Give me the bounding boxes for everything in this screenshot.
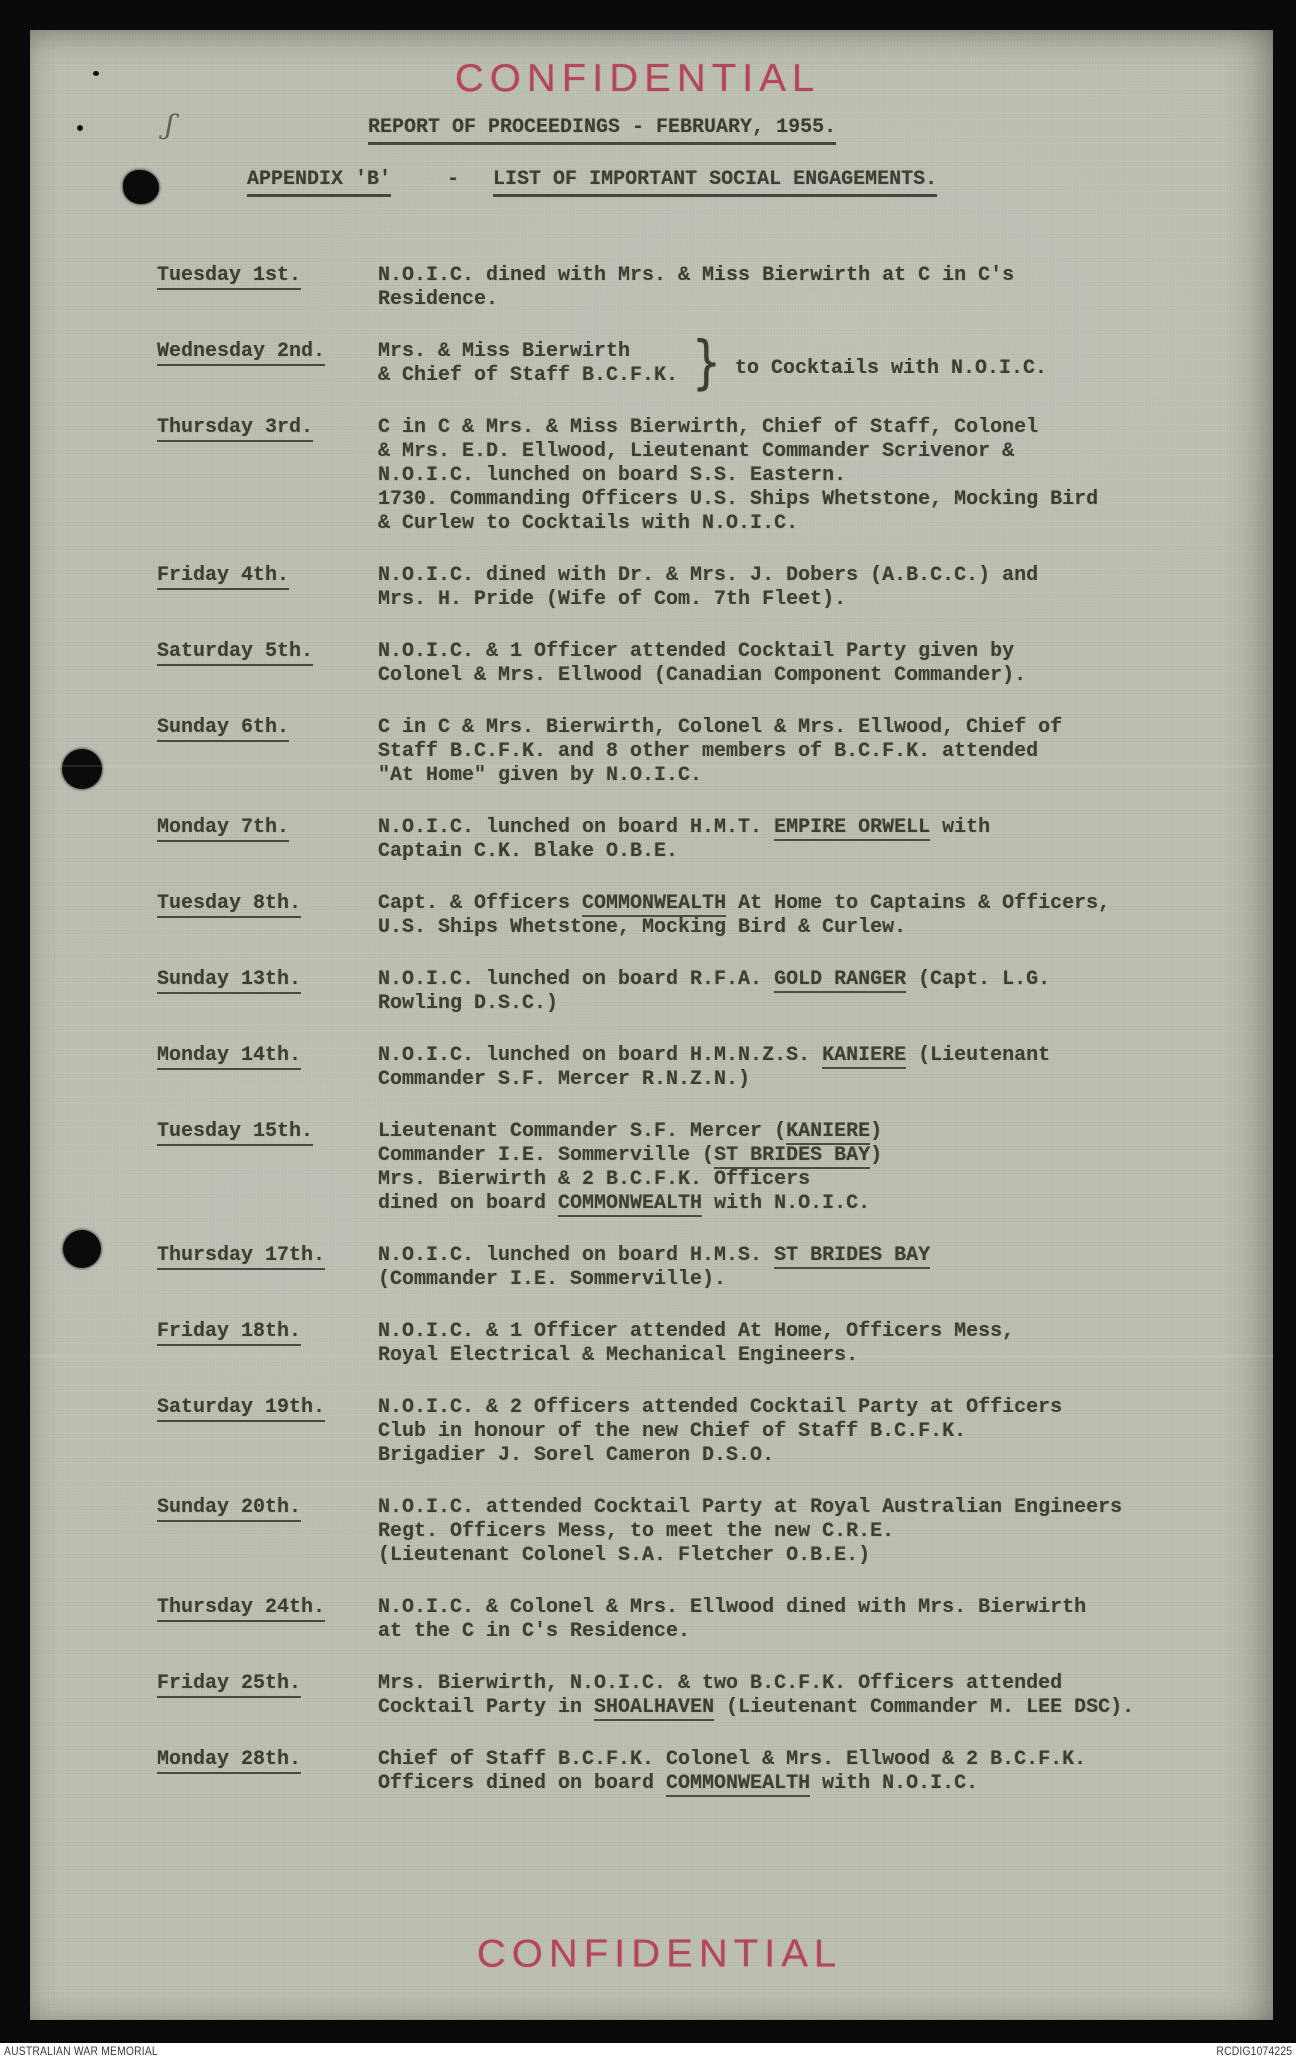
engagement-entry — [157, 1244, 1243, 1292]
paper-crease — [30, 765, 1273, 767]
engagement-entry — [157, 968, 1243, 1016]
description-line: Mrs. & Miss Bierwirth — [378, 340, 631, 363]
description-segment: KANIERE — [786, 1120, 871, 1143]
description-line — [378, 992, 1243, 1016]
entry-date-cell — [157, 1120, 378, 1216]
description-line — [378, 416, 1243, 440]
description-segment: COMMONWEALTH — [666, 1772, 811, 1795]
description-segment: EMPIRE ORWELL — [774, 816, 931, 839]
engagement-entry — [157, 892, 1243, 940]
entry-description — [378, 1496, 1243, 1568]
paper-speck — [93, 71, 99, 76]
pencil-mark: ʃ — [163, 107, 176, 142]
entry-date-cell — [157, 968, 378, 1016]
entry-date: Monday 7th. — [157, 816, 289, 842]
archive-reference-id: RCDIG1074225 — [1216, 2046, 1292, 2058]
entry-date-cell — [157, 640, 378, 688]
description-segment: Colonel & Mrs. Ellwood (Canadian Component Commander). — [378, 664, 1027, 687]
description-segment: Chief of Staff B.C.F.K. Colonel & Mrs. Ellwood & 2 B.C.F.K. — [378, 1748, 1087, 1771]
entry-description — [378, 1672, 1243, 1720]
entry-date-cell — [157, 1320, 378, 1368]
entry-description — [378, 1044, 1243, 1092]
entry-description — [378, 416, 1243, 536]
description-segment: C in C & Mrs. & Miss Bierwirth, Chief of Staff, Colonel — [378, 416, 1039, 439]
entry-date-cell — [157, 416, 378, 536]
entry-date: Monday 28th. — [157, 1748, 301, 1774]
entry-date: Thursday 3rd. — [157, 416, 313, 442]
entry-description — [378, 264, 1243, 312]
description-line — [378, 1268, 1243, 1292]
description-line — [378, 764, 1243, 788]
entry-date-cell — [157, 340, 378, 388]
description-segment: U.S. Ships Whetstone, Mocking Bird & Curlew. — [378, 916, 907, 939]
entry-date: Friday 25th. — [157, 1672, 301, 1698]
description-segment: Club in honour of the new Chief of Staff B.C.F.K. — [378, 1420, 967, 1443]
entry-date-cell — [157, 1244, 378, 1292]
punch-hole — [123, 170, 159, 204]
description-line — [378, 1192, 1243, 1216]
engagement-entry — [157, 564, 1243, 612]
brace-group — [378, 328, 1243, 396]
description-segment: N.O.I.C. dined with Dr. & Mrs. J. Dobers (A.B.C.C.) and — [378, 564, 1039, 587]
entry-date: Thursday 24th. — [157, 1596, 325, 1622]
description-segment: & Mrs. E.D. Ellwood, Lieutenant Commander Scrivenor & — [378, 440, 1015, 463]
entry-description — [378, 892, 1243, 940]
report-title: REPORT OF PROCEEDINGS - FEBRUARY, 1955. — [368, 116, 836, 145]
description-segment: N.O.I.C. attended Cocktail Party at Royal Australian Engineers — [378, 1496, 1123, 1519]
description-segment: Royal Electrical & Mechanical Engineers. — [378, 1344, 859, 1367]
entry-date-cell — [157, 1672, 378, 1720]
description-line — [378, 740, 1243, 764]
description-segment: (Lieutenant — [906, 1044, 1051, 1067]
engagement-entry — [157, 264, 1243, 312]
engagement-entry — [157, 1748, 1243, 1796]
description-segment: COMMONWEALTH — [558, 1192, 703, 1215]
brace-left-lines — [378, 340, 678, 388]
entry-date: Tuesday 1st. — [157, 264, 301, 290]
description-segment: Rowling D.S.C.) — [378, 992, 559, 1015]
description-segment: KANIERE — [822, 1044, 907, 1067]
description-line — [378, 916, 1243, 940]
description-segment: with — [930, 816, 991, 839]
description-line — [378, 664, 1243, 688]
description-segment: C in C & Mrs. Bierwirth, Colonel & Mrs. Ellwood, Chief of — [378, 716, 1063, 739]
description-segment: with N.O.I.C. — [810, 1772, 979, 1795]
description-segment: (Commander I.E. Sommerville). — [378, 1268, 727, 1291]
description-line — [378, 1244, 1243, 1268]
entry-date-cell — [157, 1596, 378, 1644]
entry-date: Sunday 13th. — [157, 968, 301, 994]
engagement-entry — [157, 416, 1243, 536]
description-line — [378, 288, 1243, 312]
description-line — [378, 892, 1243, 916]
description-segment: Commander I.E. Sommerville ( — [378, 1144, 715, 1167]
description-line — [378, 1068, 1243, 1092]
description-line — [378, 1420, 1243, 1444]
description-segment: N.O.I.C. & 1 Officer attended Cocktail Party given by — [378, 640, 1015, 663]
entry-date: Monday 14th. — [157, 1044, 301, 1070]
description-segment: Capt. & Officers — [378, 892, 583, 915]
entry-description — [378, 328, 1243, 396]
description-line — [378, 1620, 1243, 1644]
description-line — [378, 1120, 1243, 1144]
description-segment: N.O.I.C. lunched on board H.M.N.Z.S. — [378, 1044, 823, 1067]
entry-date-cell — [157, 816, 378, 864]
engagement-entry — [157, 1596, 1243, 1644]
engagement-entry — [157, 640, 1243, 688]
description-line — [378, 1748, 1243, 1772]
description-segment: Mrs. H. Pride (Wife of Com. 7th Fleet). — [378, 588, 847, 611]
description-segment: N.O.I.C. & Colonel & Mrs. Ellwood dined with Mrs. Bierwirth — [378, 1596, 1087, 1619]
description-segment: N.O.I.C. dined with Mrs. & Miss Bierwirth at C in C's — [378, 264, 1015, 287]
description-segment: with N.O.I.C. — [702, 1192, 871, 1215]
description-line — [378, 1396, 1243, 1420]
description-line — [378, 512, 1243, 536]
description-segment: ST BRIDES BAY — [714, 1144, 871, 1167]
description-segment: Lieutenant Commander S.F. Mercer ( — [378, 1120, 787, 1143]
description-segment: Captain C.K. Blake O.B.E. — [378, 840, 679, 863]
entry-date: Sunday 20th. — [157, 1496, 301, 1522]
entry-date-cell — [157, 1396, 378, 1468]
entry-date-cell — [157, 1496, 378, 1568]
description-line — [378, 464, 1243, 488]
entry-date: Friday 18th. — [157, 1320, 301, 1346]
description-segment: N.O.I.C. lunched on board R.F.A. — [378, 968, 775, 991]
description-line — [378, 488, 1243, 512]
entry-date-cell — [157, 716, 378, 788]
entry-date-cell — [157, 1748, 378, 1796]
paper-crease — [30, 1355, 1273, 1357]
appendix-heading — [247, 168, 937, 197]
description-segment: (Capt. L.G. — [906, 968, 1051, 991]
description-line — [378, 1444, 1243, 1468]
description-line: & Chief of Staff B.C.F.K. — [378, 364, 679, 387]
entry-description — [378, 640, 1243, 688]
entry-date: Friday 4th. — [157, 564, 289, 590]
description-line — [378, 1544, 1243, 1568]
description-line — [378, 1320, 1243, 1344]
description-segment: Officers dined on board — [378, 1772, 667, 1795]
engagement-entry — [157, 1672, 1243, 1720]
description-segment: Staff B.C.F.K. and 8 other members of B.C.F.K. attended — [378, 740, 1039, 763]
entry-date: Tuesday 15th. — [157, 1120, 313, 1146]
entry-description — [378, 1244, 1243, 1292]
description-segment: ) — [870, 1144, 883, 1167]
punch-hole — [63, 1230, 101, 1268]
description-segment: GOLD RANGER — [774, 968, 907, 991]
paper-speck — [77, 125, 83, 131]
description-segment: N.O.I.C. lunched on board H.M.S. — [378, 1244, 775, 1267]
description-line — [378, 1144, 1243, 1168]
entry-description — [378, 1748, 1243, 1796]
entry-description — [378, 1396, 1243, 1468]
appendix-title: LIST OF IMPORTANT SOCIAL ENGAGEMENTS. — [493, 168, 937, 197]
description-segment: At Home to Captains & Officers, — [726, 892, 1111, 915]
description-segment: & Curlew to Cocktails with N.O.I.C. — [378, 512, 799, 535]
engagements-list — [157, 264, 1243, 1824]
confidential-stamp-bottom: CONFIDENTIAL — [476, 1932, 843, 1976]
description-line — [378, 640, 1243, 664]
brace-right-text: to Cocktails with N.O.I.C. — [734, 356, 1048, 380]
entry-description — [378, 1320, 1243, 1368]
entry-description — [378, 816, 1243, 864]
description-segment: N.O.I.C. lunched on board S.S. Eastern. — [378, 464, 847, 487]
description-line — [378, 264, 1243, 288]
description-segment: N.O.I.C. & 1 Officer attended At Home, Officers Mess, — [378, 1320, 1015, 1343]
description-segment: 1730. Commanding Officers U.S. Ships Whetstone, Mocking Bird — [378, 488, 1099, 511]
engagement-entry — [157, 816, 1243, 864]
description-segment: dined on board — [378, 1192, 559, 1215]
description-segment: Residence. — [378, 288, 499, 311]
description-segment: Mrs. Bierwirth & 2 B.C.F.K. Officers — [378, 1168, 811, 1191]
entry-description — [378, 1120, 1243, 1216]
description-line — [378, 1520, 1243, 1544]
confidential-stamp-top: CONFIDENTIAL — [454, 56, 821, 100]
appendix-separator: - — [447, 168, 460, 191]
entry-description — [378, 564, 1243, 612]
description-line — [378, 588, 1243, 612]
description-segment: ) — [870, 1120, 883, 1143]
description-segment: at the C in C's Residence. — [378, 1620, 691, 1643]
description-segment: Commander S.F. Mercer R.N.Z.N.) — [378, 1068, 751, 1091]
description-segment: N.O.I.C. lunched on board H.M.T. — [378, 816, 775, 839]
entry-description — [378, 716, 1243, 788]
appendix-label: APPENDIX 'B' — [247, 168, 391, 197]
description-line — [378, 564, 1243, 588]
brace-icon: } — [691, 328, 722, 396]
description-line — [378, 1496, 1243, 1520]
entry-date-cell — [157, 1044, 378, 1092]
engagement-entry — [157, 1320, 1243, 1368]
description-line — [378, 1772, 1243, 1796]
description-line — [378, 840, 1243, 864]
description-line — [378, 816, 1243, 840]
description-segment: Brigadier J. Sorel Cameron D.S.O. — [378, 1444, 775, 1467]
entry-date: Sunday 6th. — [157, 716, 289, 742]
description-line — [378, 1596, 1243, 1620]
entry-date: Wednesday 2nd. — [157, 340, 325, 366]
engagement-entry — [157, 1396, 1243, 1468]
entry-description — [378, 968, 1243, 1016]
description-line — [378, 1672, 1243, 1696]
engagement-entry — [157, 1120, 1243, 1216]
description-segment: N.O.I.C. & 2 Officers attended Cocktail Party at Officers — [378, 1396, 1063, 1419]
engagement-entry — [157, 716, 1243, 788]
archive-source-label: AUSTRALIAN WAR MEMORIAL — [4, 2046, 158, 2058]
description-line — [378, 1696, 1243, 1720]
description-segment: Cocktail Party in — [378, 1696, 595, 1719]
description-line — [378, 968, 1243, 992]
entry-description — [378, 1596, 1243, 1644]
description-line — [378, 716, 1243, 740]
entry-date: Saturday 5th. — [157, 640, 313, 666]
description-line — [378, 440, 1243, 464]
description-segment: "At Home" given by N.O.I.C. — [378, 764, 703, 787]
document-page — [30, 30, 1273, 2020]
description-segment: (Lieutenant Colonel S.A. Fletcher O.B.E.) — [378, 1544, 871, 1567]
description-line — [378, 1168, 1243, 1192]
description-segment: SHOALHAVEN — [594, 1696, 715, 1719]
entry-date: Thursday 17th. — [157, 1244, 325, 1270]
entry-date: Tuesday 8th. — [157, 892, 301, 918]
description-segment: COMMONWEALTH — [582, 892, 727, 915]
entry-date-cell — [157, 564, 378, 612]
engagement-entry — [157, 1044, 1243, 1092]
engagement-entry — [157, 1496, 1243, 1568]
description-segment: (Lieutenant Commander M. LEE DSC). — [714, 1696, 1135, 1719]
entry-date: Saturday 19th. — [157, 1396, 325, 1422]
punch-hole — [62, 749, 102, 789]
archive-footer — [0, 2043, 1296, 2061]
description-segment: ST BRIDES BAY — [774, 1244, 931, 1267]
description-segment: Regt. Officers Mess, to meet the new C.R.E. — [378, 1520, 895, 1543]
description-line — [378, 1044, 1243, 1068]
description-segment: Mrs. Bierwirth, N.O.I.C. & two B.C.F.K. Officers attended — [378, 1672, 1063, 1695]
entry-date-cell — [157, 892, 378, 940]
engagement-entry — [157, 328, 1243, 396]
entry-date-cell — [157, 264, 378, 312]
